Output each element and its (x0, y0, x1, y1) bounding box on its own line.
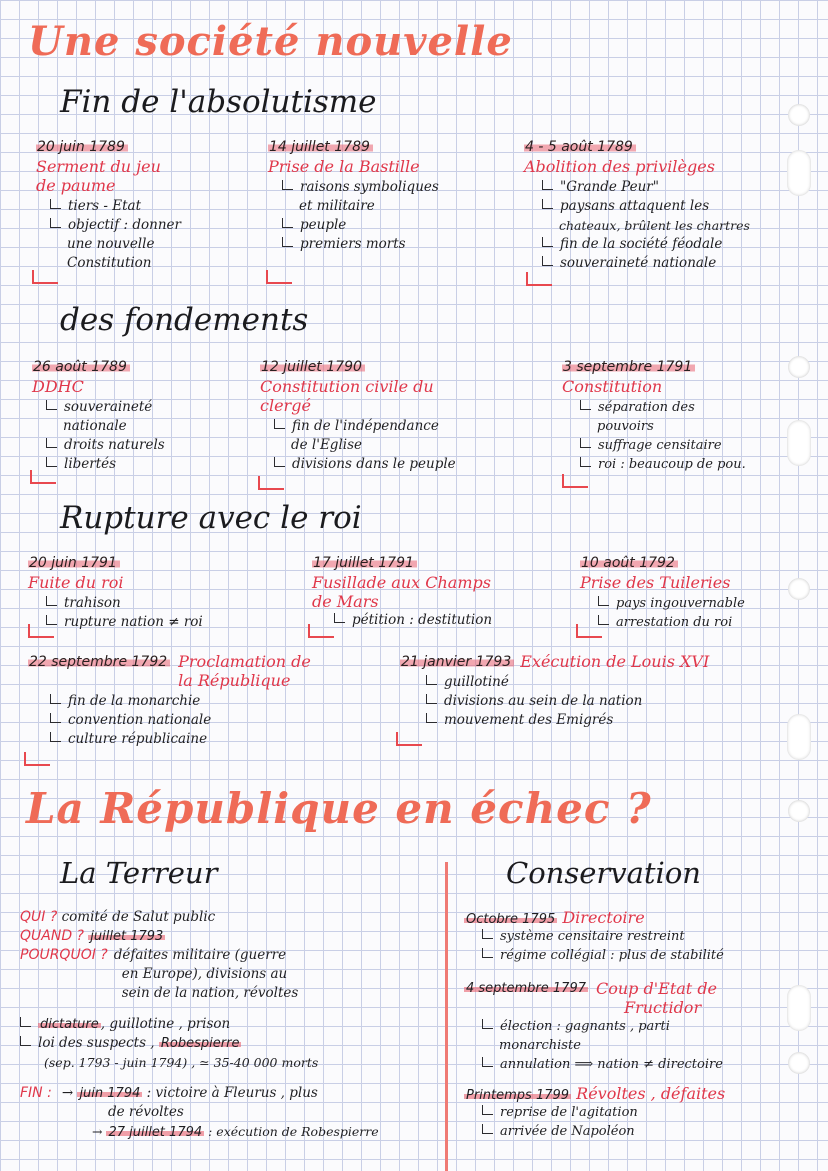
event-block-constitution-civile (260, 356, 530, 474)
event-date: 10 août 1792 (580, 555, 678, 571)
corner-mark (28, 624, 54, 638)
event-date: 20 juin 1791 (28, 555, 120, 571)
arrow-icon (482, 1105, 493, 1115)
column-divider (445, 862, 448, 1171)
corner-mark (258, 476, 284, 490)
arrow-icon (50, 713, 61, 723)
arrow-icon (580, 438, 591, 448)
event-bullets: séparation des pouvoirs suffrage censitaire roi : beaucoup de pou. (580, 398, 786, 474)
section-title-conservation: Conservation (506, 856, 701, 890)
event-date: 22 septembre 1792 (28, 654, 170, 670)
arrow-icon (20, 1036, 31, 1046)
arrow-icon (46, 438, 57, 448)
corner-mark (562, 474, 588, 488)
event-date: 21 janvier 1793 (400, 654, 514, 670)
event-block-bastille (268, 136, 518, 254)
arrow-icon (282, 180, 293, 190)
binder-slot (787, 714, 811, 760)
event-title: Proclamation de la République (178, 652, 311, 690)
event-date: 17 juillet 1791 (312, 555, 417, 571)
event-block-ddhc (32, 356, 252, 474)
arrow-icon (274, 457, 285, 467)
arrow-icon (282, 237, 293, 247)
event-title: DDHC (32, 377, 84, 396)
event-bullets: guillotiné divisions au sein de la nation mouvement des Emigrés (426, 673, 790, 730)
binder-slot (787, 150, 811, 196)
binder-hole (788, 104, 810, 126)
arrow-icon (20, 1017, 31, 1027)
arrow-icon (50, 199, 61, 209)
section-title-terreur: La Terreur (60, 856, 218, 890)
corner-mark (266, 270, 292, 284)
binder-hole (788, 578, 810, 600)
terreur-body: QUI ? comité de Salut public QUAND ? juillet 1793 POURQUOI ? défaites militaire (guerre en Europe), divisions au sein de la nation, révoltes dictature , guillotine , prison loi des suspects , Robespierre (sep. 1793 - juin 1794) , ≃ 35-40 000 morts FIN : → juin 1794 : victoire à Fleurus , plus de révoltes → 27 juillet 1794 : exécution de Robespierre (20, 909, 379, 1140)
binder-hole (788, 1052, 810, 1074)
arrow-icon (580, 457, 591, 467)
arrow-icon (282, 218, 293, 228)
arrow-icon (482, 948, 493, 958)
event-date: 20 juin 1789 (36, 139, 128, 155)
event-bullets: trahison rupture nation ≠ roi (46, 594, 288, 632)
event-block-proclamation (28, 652, 388, 749)
arrow-icon (542, 180, 553, 190)
arrow-icon (46, 457, 57, 467)
event-block-fuite (28, 552, 288, 632)
event-date: 26 août 1789 (32, 359, 130, 375)
event-block-serment (36, 136, 266, 273)
event-title: Constitution (562, 377, 663, 396)
main-title-2: La République en échec ? (26, 784, 652, 833)
corner-mark (396, 732, 422, 746)
event-bullets: pays ingouvernable arrestation du roi (598, 594, 790, 632)
binder-hole (788, 800, 810, 822)
event-bullets: raisons symboliques et militaire peuple premiers morts (282, 178, 518, 254)
event-date: 14 juillet 1789 (268, 139, 373, 155)
arrow-icon (542, 199, 553, 209)
section-title-rupture: Rupture avec le roi (60, 500, 362, 536)
arrow-icon (482, 929, 493, 939)
event-title: Serment du jeu de paume (36, 157, 161, 195)
event-bullets: pétition : destitution (334, 611, 562, 630)
arrow-icon (598, 596, 609, 606)
event-bullets: fin de l'indépendance de l'Eglise divisions dans le peuple (274, 417, 530, 474)
event-block-tuileries (580, 552, 790, 632)
arrow-icon (50, 732, 61, 742)
arrow-icon (334, 613, 345, 623)
event-block-execution (400, 652, 790, 730)
event-title: Prise de la Bastille (268, 157, 420, 176)
arrow-icon (482, 1124, 493, 1134)
corner-mark (24, 752, 50, 766)
arrow-icon (274, 419, 285, 429)
binder-hole (788, 356, 810, 378)
event-title: Abolition des privilèges (524, 157, 715, 176)
corner-mark (526, 272, 552, 286)
section-title-absolutisme: Fin de l'absolutisme (60, 84, 377, 120)
arrow-icon (426, 675, 437, 685)
event-bullets: fin de la monarchie convention nationale culture républicaine (50, 692, 388, 749)
arrow-icon (46, 400, 57, 410)
event-date: 3 septembre 1791 (562, 359, 695, 375)
arrow-icon (542, 237, 553, 247)
arrow-icon (482, 1019, 493, 1029)
corner-mark (32, 270, 58, 284)
binder-slot (787, 420, 811, 466)
conservation-body: Octobre 1795 Directoire système censitaire restreint régime collégial : plus de stabilité 4 septembre 1797 Coup d'Etat de Fructidor élection : gagnants , parti monarchiste annulation ⟹ nation ≠ directoire Printemps 1799 Révoltes , défaites reprise de l'agitation arrivée de Napoléon (466, 908, 726, 1139)
event-title: Prise des Tuileries (580, 573, 731, 592)
corner-mark (30, 470, 56, 484)
event-date: 4 - 5 août 1789 (524, 139, 636, 155)
arrow-icon (46, 596, 57, 606)
arrow-icon (50, 694, 61, 704)
event-title: Fusillade aux Champs de Mars (312, 573, 491, 611)
event-bullets: souveraineté nationale droits naturels libertés (46, 398, 252, 474)
main-title-1: Une société nouvelle (28, 18, 513, 65)
event-title: Exécution de Louis XVI (520, 652, 710, 671)
event-block-fusillade (312, 552, 562, 630)
event-block-constitution-1791 (562, 356, 786, 474)
binder-slot (787, 985, 811, 1031)
event-block-privileges (524, 136, 784, 273)
arrow-icon (580, 400, 591, 410)
event-bullets: tiers - Etat objectif : donner une nouvelle Constitution (50, 197, 266, 273)
corner-mark (308, 624, 334, 638)
arrow-icon (426, 694, 437, 704)
arrow-icon (426, 713, 437, 723)
event-date: 12 juillet 1790 (260, 359, 365, 375)
arrow-icon (50, 218, 61, 228)
corner-mark (576, 624, 602, 638)
arrow-icon (482, 1057, 493, 1067)
section-title-fondements: des fondements (60, 302, 309, 338)
arrow-icon (542, 256, 553, 266)
event-title: Fuite du roi (28, 573, 124, 592)
event-title: Constitution civile du clergé (260, 377, 434, 415)
event-bullets: "Grande Peur" paysans attaquent les chateaux, brûlent les chartres fin de la société féodale souveraineté nationale (542, 178, 784, 273)
